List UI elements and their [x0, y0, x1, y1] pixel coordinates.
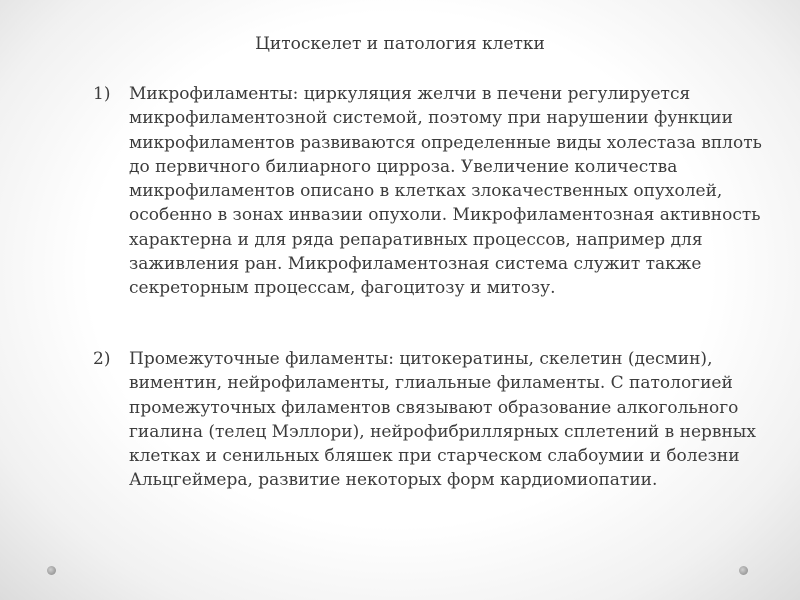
decorative-dot-icon: [739, 566, 748, 575]
list-item: [93, 82, 783, 301]
item-number: 2): [93, 349, 111, 369]
item-text: Микрофиламенты: циркуляция желчи в печени регулируется микрофиламентозной системой, поэтому при нарушении функции микрофиламентов развиваются определенные виды холестаза вплоть до первичного билиарного цирроза. Увеличение количества микрофиламентов описано в клетках злокачественных опухолей, особенно в зонах инвазии опухоли. Микрофиламентозная активность характерна и для ряда репаративных процессов, например для заживления ран. Микрофиламентозная система служит также секреторным процессам, фагоцитозу и митозу.: [129, 84, 762, 299]
item-text: Промежуточные филаменты: цитокератины, скелетин (десмин), виментин, нейрофиламенты, глиальные филаменты. С патологией промежуточных филаментов связывают образование алкогольного гиалина (телец Мэллори), нейрофибриллярных сплетений в нервных клетках и сенильных бляшек при старческом слабоумии и болезни Альцгеймера, развитие некоторых форм кардиомиопатии.: [129, 349, 756, 491]
list-item: [93, 347, 783, 493]
item-number: 1): [93, 84, 111, 104]
decorative-dot-icon: [47, 566, 56, 575]
slide-title: Цитоскелет и патология клетки: [255, 34, 545, 54]
